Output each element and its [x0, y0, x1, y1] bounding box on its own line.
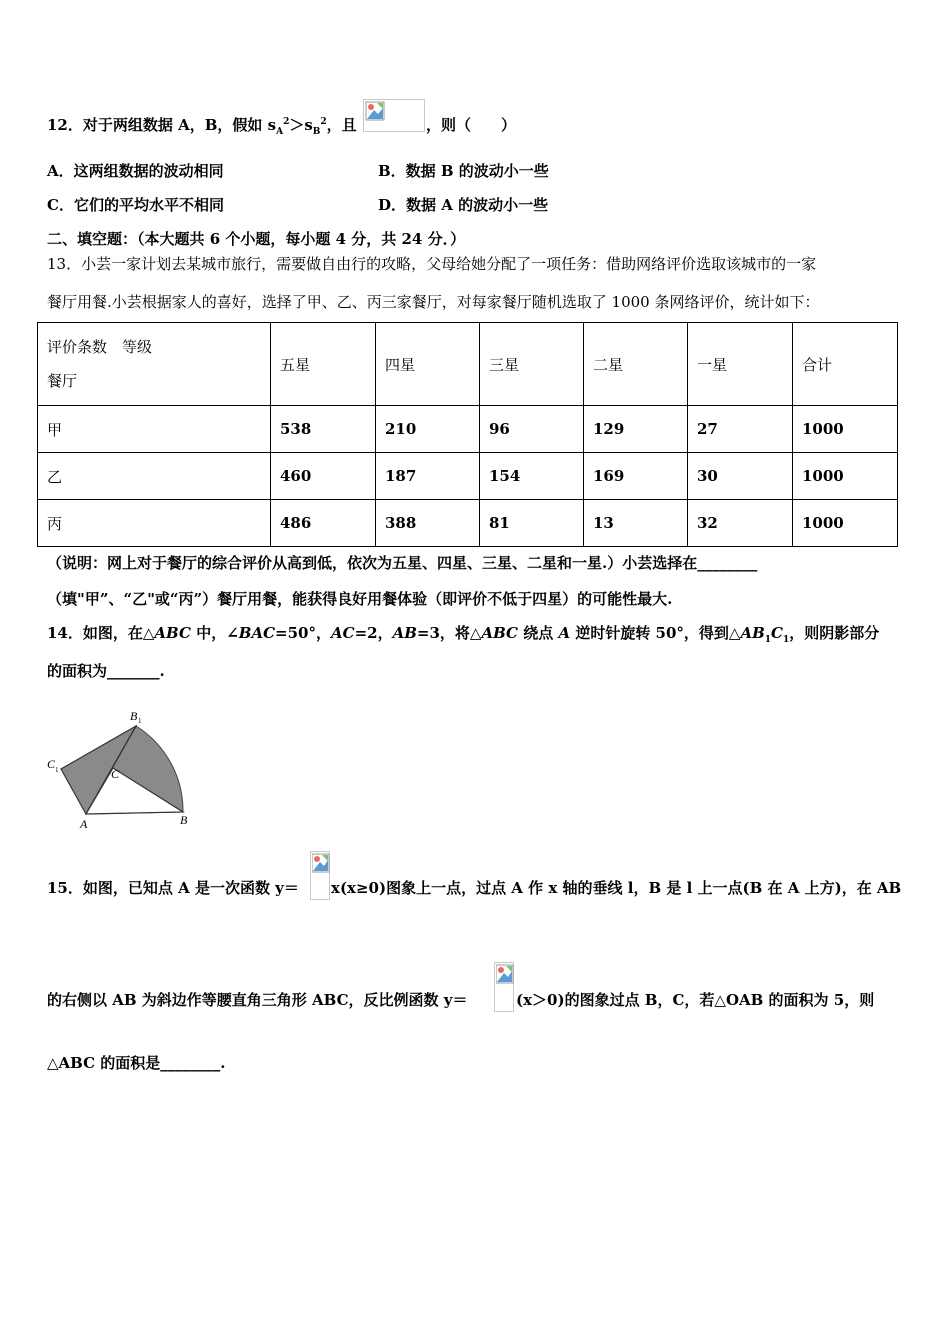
- table-corner-cell: [38, 323, 271, 406]
- q14-text: 绕点: [518, 624, 559, 642]
- q14-figure: [44, 706, 194, 832]
- table-cell: 486: [271, 500, 376, 547]
- table-cell: 13: [584, 500, 688, 547]
- q12-option-b: B．数据 B 的波动小一些: [378, 162, 549, 180]
- q12-sub-b: B: [312, 127, 321, 137]
- table-cell: 154: [480, 453, 584, 500]
- column-header: 一星: [688, 323, 793, 406]
- q12-option-a: A．这两组数据的波动相同: [47, 162, 224, 180]
- table-row: [38, 406, 898, 453]
- corner-top-label: 评价条数 等级: [47, 338, 153, 356]
- q13-line2: 餐厅用餐.小芸根据家人的喜好，选择了甲、乙、丙三家餐厅，对每家餐厅随机选取了 1000 条网络评价，统计如下：: [47, 293, 820, 311]
- table-cell: 1000: [793, 406, 898, 453]
- table-cell: 1000: [793, 500, 898, 547]
- q14-var: C: [771, 624, 783, 642]
- table-row: [38, 500, 898, 547]
- q12-sup-b: 2: [320, 117, 327, 127]
- q14-text: ，则阴影部分: [789, 624, 880, 642]
- q12-text-gt: ＞s: [289, 116, 313, 134]
- table-cell: 27: [688, 406, 793, 453]
- label-c1: C: [47, 757, 56, 771]
- q15-line3: △ABC 的面积是________.: [47, 1054, 226, 1072]
- row-label: 乙: [38, 453, 271, 500]
- q14-sub: 1: [783, 635, 790, 645]
- q14-line2: 的面积为_______.: [47, 662, 165, 680]
- q13-line1: 13．小芸一家计划去某城市旅行，需要做自由行的攻略，父母给她分配了一项任务：借助网络评价选取该城市的一家: [47, 255, 817, 273]
- q14-text: =3，将△: [416, 624, 482, 642]
- q14-var: A: [558, 624, 571, 642]
- q12-stem: [47, 115, 357, 135]
- table-cell: 81: [480, 500, 584, 547]
- q14-text: 逆时针旋转 50°，得到△: [570, 624, 741, 642]
- review-table: [37, 322, 898, 547]
- table-cell: 30: [688, 453, 793, 500]
- table-row: [38, 453, 898, 500]
- q14-text: 14．如图，在△: [47, 624, 155, 642]
- table-cell: 460: [271, 453, 376, 500]
- q12-option-d: D．数据 A 的波动小一些: [378, 196, 549, 214]
- table-cell: 1000: [793, 453, 898, 500]
- q13-note2: （填"甲”、“乙"或“丙”）餐厅用餐，能获得良好用餐体验（即评价不低于四星）的可能性最大.: [47, 590, 673, 608]
- column-header: 二星: [584, 323, 688, 406]
- q15-line2-b: (x＞0)的图象过点 B，C，若△OAB 的面积为 5，则: [516, 991, 875, 1009]
- table-cell: 32: [688, 500, 793, 547]
- table-cell: 129: [584, 406, 688, 453]
- label-a: A: [80, 817, 88, 831]
- table-header-row: [38, 323, 898, 406]
- q15-line2-a: 的右侧以 AB 为斜边作等腰直角三角形 ABC，反比例函数 y＝: [47, 991, 468, 1009]
- row-label: 甲: [38, 406, 271, 453]
- label-b: B: [180, 813, 188, 827]
- broken-image-icon: [363, 99, 425, 132]
- q14-text: =2，: [354, 624, 393, 642]
- q14-text: 中，∠: [190, 624, 239, 642]
- q12-option-c: C．它们的平均水平不相同: [47, 196, 224, 214]
- table-cell: 169: [584, 453, 688, 500]
- column-header: 四星: [376, 323, 480, 406]
- label-b1: B: [130, 709, 138, 723]
- table-cell: 538: [271, 406, 376, 453]
- q15-line1-a: 15．如图，已知点 A 是一次函数 y＝: [47, 879, 299, 897]
- q15-line1-b: x(x≥0)图象上一点，过点 A 作 x 轴的垂线 l，B 是 l 上一点(B 在 A 上方)，在 AB: [331, 879, 902, 897]
- q12-sup-a: 2: [283, 117, 290, 127]
- section-title: 二、填空题：（本大题共 6 个小题，每小题 4 分，共 24 分．）: [47, 230, 466, 248]
- q14-line1: [47, 623, 879, 643]
- column-header: 五星: [271, 323, 376, 406]
- row-label: 丙: [38, 500, 271, 547]
- q14-var: AC: [330, 624, 355, 642]
- q14-text: =50°，: [275, 624, 331, 642]
- table-cell: 96: [480, 406, 584, 453]
- broken-image-icon: [310, 851, 330, 900]
- q14-var: AB: [740, 624, 765, 642]
- q14-var: BAC: [238, 624, 276, 642]
- corner-bottom-label: 餐厅: [47, 372, 78, 390]
- column-header: 合计: [793, 323, 898, 406]
- table-cell: 187: [376, 453, 480, 500]
- q14-sub: 1: [764, 635, 772, 645]
- q12-stem-suffix: ，则（ ）: [426, 116, 517, 134]
- q14-var: ABC: [481, 624, 518, 642]
- q13-note1: （说明：网上对于餐厅的综合评价从高到低，依次为五星、四星、三星、二星和一星.）小芸选择在________: [47, 554, 758, 572]
- table-cell: 388: [376, 500, 480, 547]
- label-c1-sub: 1: [55, 766, 59, 774]
- q14-var: ABC: [154, 624, 191, 642]
- label-b1-sub: 1: [138, 717, 142, 725]
- table-cell: 210: [376, 406, 480, 453]
- q12-text-mid: ，且: [326, 116, 357, 134]
- column-header: 三星: [480, 323, 584, 406]
- q14-var: AB: [392, 624, 417, 642]
- q12-sub-a: A: [276, 127, 284, 137]
- label-c: C: [111, 767, 120, 781]
- q12-text-prefix: 12．对于两组数据 A，B，假如 s: [47, 116, 277, 134]
- broken-image-icon: [494, 962, 514, 1012]
